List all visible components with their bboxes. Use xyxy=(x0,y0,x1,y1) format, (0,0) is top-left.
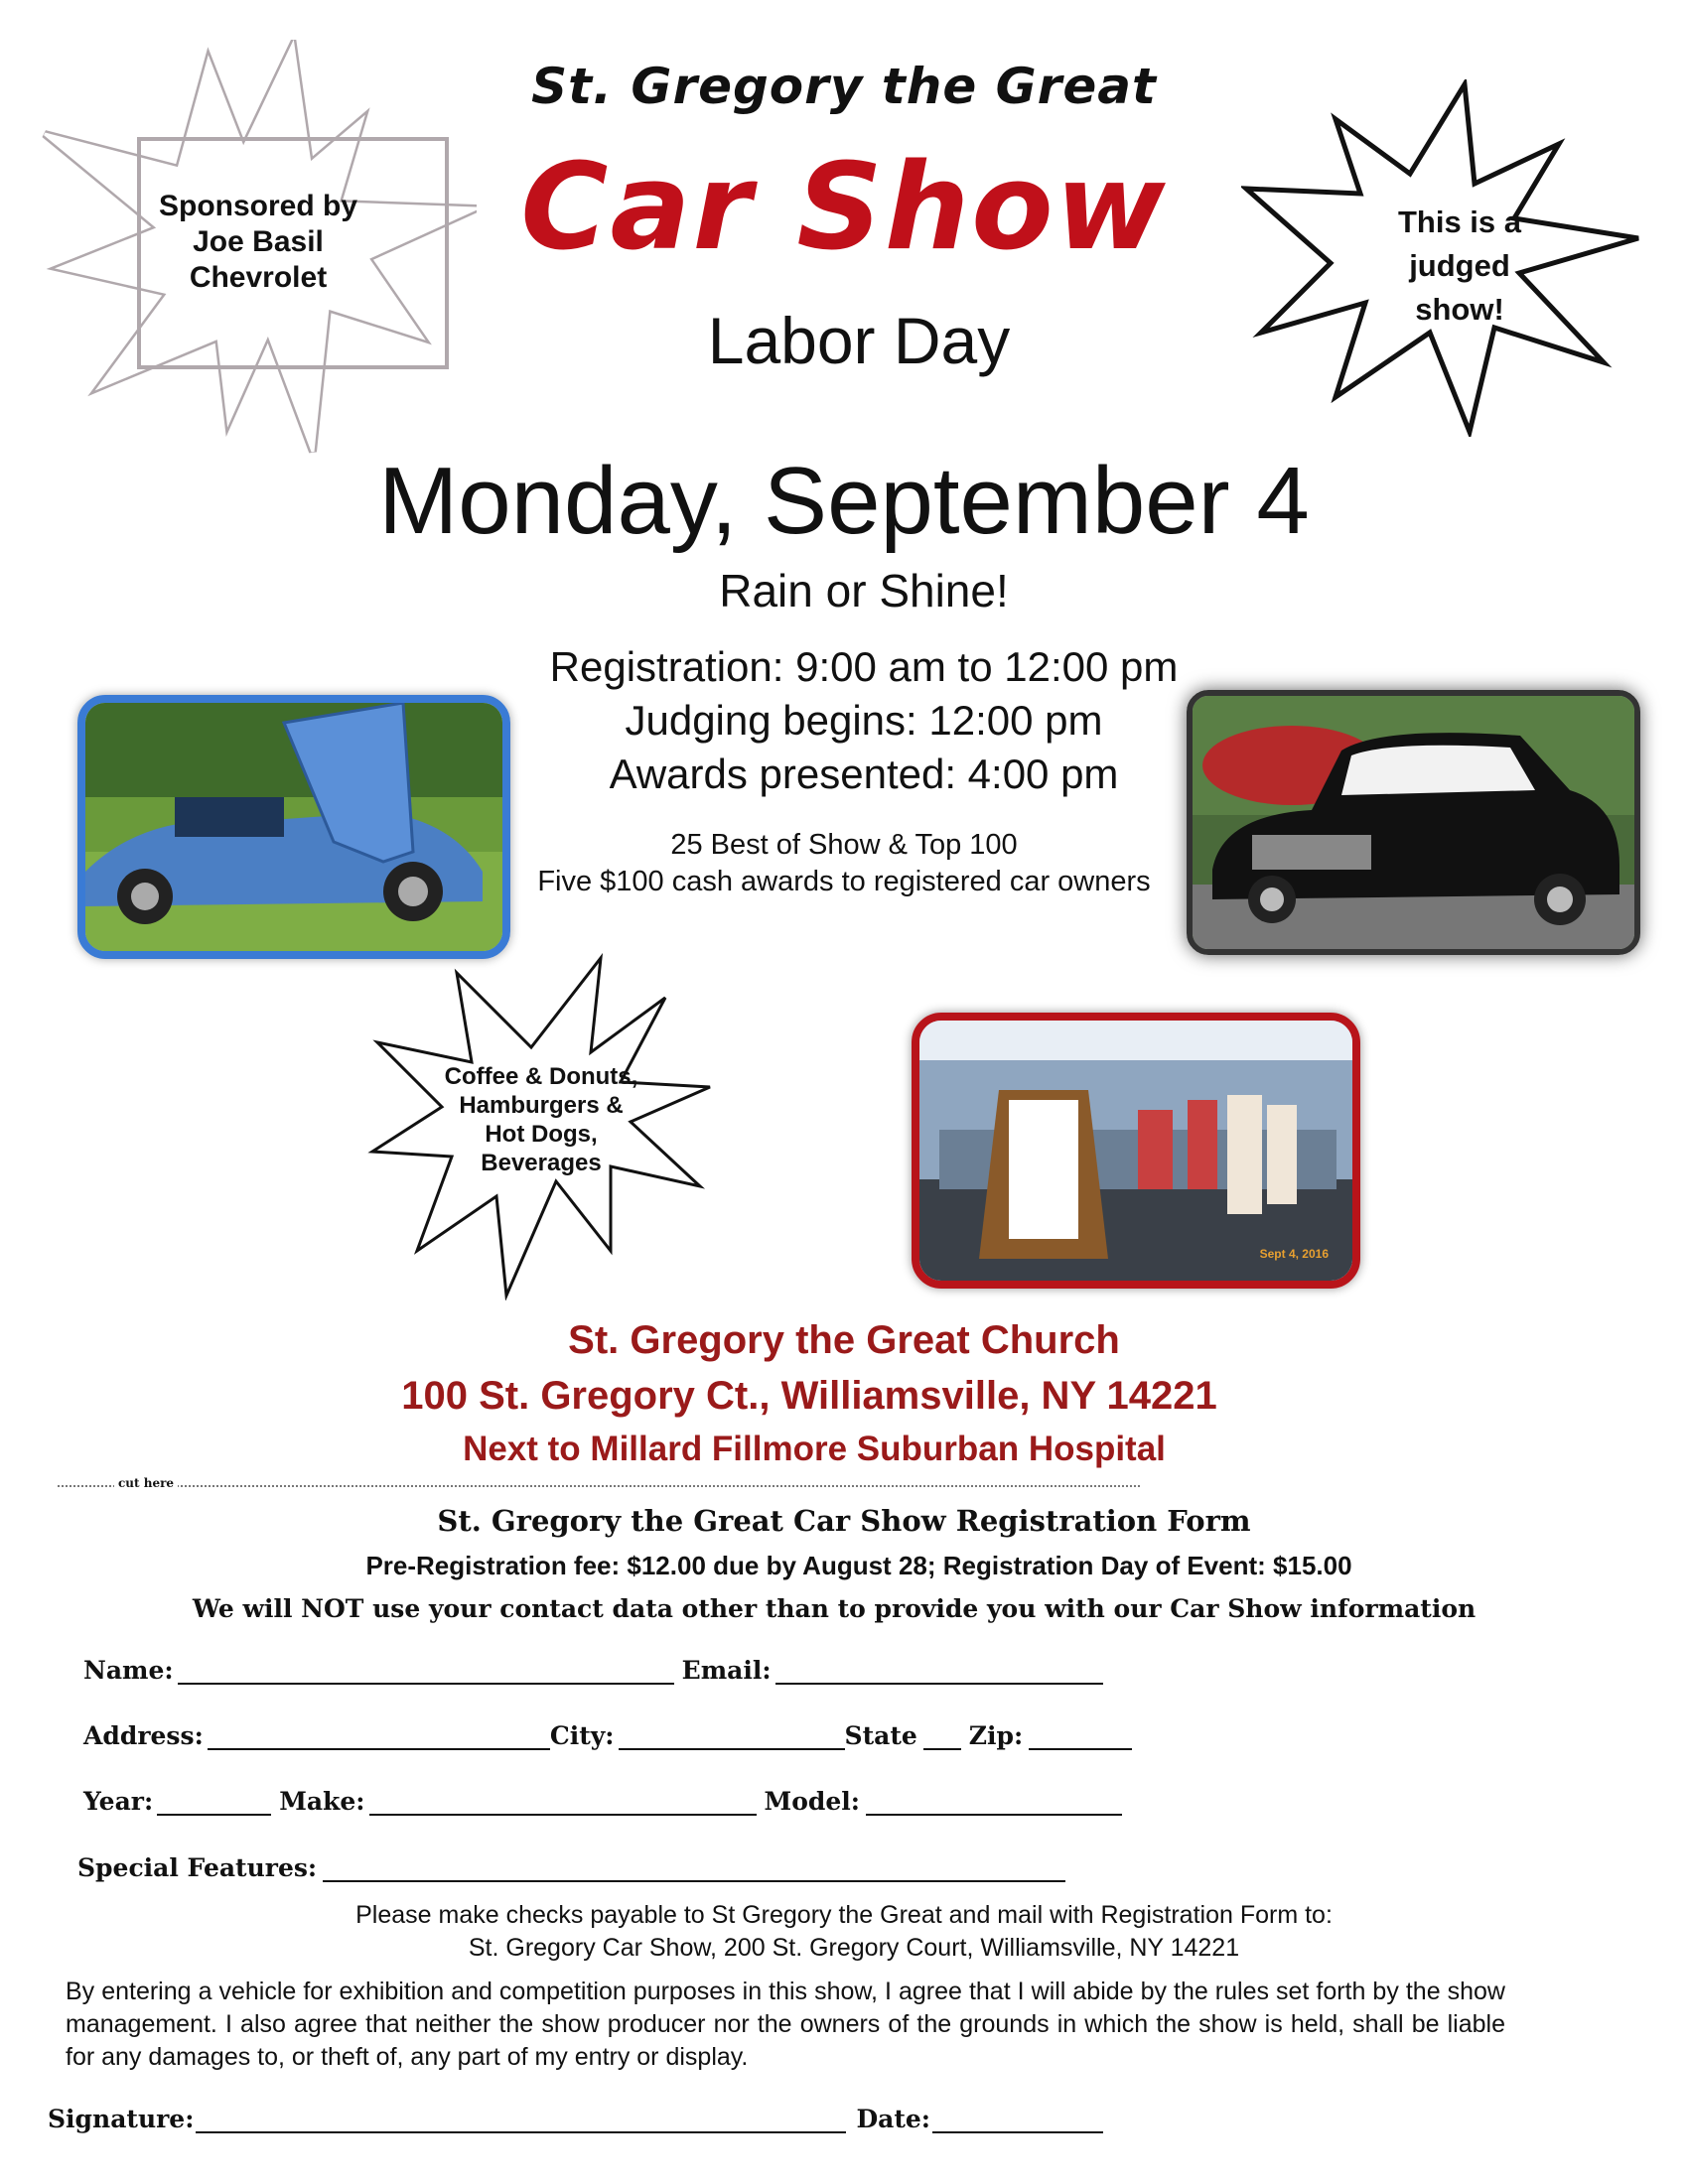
special-features-field[interactable] xyxy=(323,1858,1065,1882)
schedule-judging: Judging begins: 12:00 pm xyxy=(625,697,1103,744)
mail-instructions: Please make checks payable to St Gregory the Great and mail with Registration Form to: xyxy=(355,1901,1333,1929)
city-label: City: xyxy=(549,1721,615,1750)
date-label: Date: xyxy=(856,2105,930,2133)
church-address: 100 St. Gregory Ct., Williamsville, NY 14221 xyxy=(401,1374,1217,1418)
city-field[interactable] xyxy=(619,1726,845,1750)
name-label: Name: xyxy=(83,1656,174,1685)
judged-line-1: This is a xyxy=(1397,205,1522,239)
form-row-address xyxy=(83,1721,1132,1750)
state-field[interactable] xyxy=(923,1726,961,1750)
awards-line-2: Five $100 cash awards to registered car owners xyxy=(537,866,1151,897)
form-row-vehicle xyxy=(83,1787,1122,1816)
zip-field[interactable] xyxy=(1029,1726,1132,1750)
form-row-name xyxy=(83,1656,1103,1685)
email-field[interactable] xyxy=(775,1661,1103,1685)
food-burst xyxy=(367,953,715,1300)
food-line-3: Hot Dogs, xyxy=(485,1121,598,1148)
cut-label: cut here xyxy=(114,1476,178,1490)
main-title: Car Show xyxy=(520,139,1168,277)
weather-note: Rain or Shine! xyxy=(719,565,1009,616)
sponsor-line-2: Joe Basil xyxy=(193,225,324,258)
email-label: Email: xyxy=(681,1656,772,1685)
address-field[interactable] xyxy=(208,1726,550,1750)
fee-info: Pre-Registration fee: $12.00 due by August 28; Registration Day of Event: $15.00 xyxy=(365,1551,1352,1580)
judged-burst xyxy=(1241,79,1648,437)
model-field[interactable] xyxy=(866,1792,1122,1816)
awards-line-1: 25 Best of Show & Top 100 xyxy=(670,829,1018,861)
state-label: State xyxy=(844,1721,917,1750)
photo-black-classic xyxy=(1187,690,1640,955)
schedule-awards: Awards presented: 4:00 pm xyxy=(609,751,1119,797)
judged-line-3: show! xyxy=(1415,292,1504,327)
signature-field[interactable] xyxy=(196,2110,846,2133)
schedule-registration: Registration: 9:00 am to 12:00 pm xyxy=(549,643,1179,690)
privacy-note: We will NOT use your contact data other than to provide you with our Car Show information xyxy=(192,1594,1477,1623)
terms-text: By entering a vehicle for exhibition and competition purposes in this show, I agree that I will abide by the rules set forth by the show management. I also agree that neither the show producer nor the owners of the grounds in which the show is held, shall be liable for any damages to, or theft of, any part of my entry or display. xyxy=(66,1978,1505,2071)
mail-address: St. Gregory Car Show, 200 St. Gregory Court, Williamsville, NY 14221 xyxy=(468,1934,1240,1962)
name-field[interactable] xyxy=(178,1661,674,1685)
cut-line xyxy=(58,1485,1140,1487)
event-date: Monday, September 4 xyxy=(378,448,1310,554)
form-row-signature xyxy=(48,2105,1103,2133)
model-label: Model: xyxy=(764,1787,860,1816)
sponsor-burst xyxy=(40,40,477,457)
sponsor-line-1: Sponsored by xyxy=(158,190,358,222)
photo-blue-convertible xyxy=(77,695,510,959)
form-row-special xyxy=(77,1853,1065,1882)
form-title: St. Gregory the Great Car Show Registration Form xyxy=(437,1504,1251,1538)
special-features-label: Special Features: xyxy=(77,1853,318,1882)
church-name: St. Gregory the Great Church xyxy=(568,1318,1120,1362)
food-line-1: Coffee & Donuts, xyxy=(444,1063,638,1090)
photo-food-tent xyxy=(912,1013,1360,1289)
zip-label: Zip: xyxy=(968,1721,1024,1750)
food-line-2: Hamburgers & xyxy=(459,1092,624,1119)
photo-caption: Sept 4, 2016 xyxy=(1259,1247,1329,1261)
address-label: Address: xyxy=(83,1721,204,1750)
make-field[interactable] xyxy=(369,1792,757,1816)
church-landmark: Next to Millard Fillmore Suburban Hospital xyxy=(463,1430,1166,1468)
make-label: Make: xyxy=(279,1787,365,1816)
pre-title: St. Gregory the Great xyxy=(531,58,1157,115)
year-field[interactable] xyxy=(157,1792,271,1816)
food-line-4: Beverages xyxy=(481,1150,602,1176)
judged-line-2: judged xyxy=(1409,248,1510,283)
year-label: Year: xyxy=(83,1787,154,1816)
sponsor-line-3: Chevrolet xyxy=(189,261,328,294)
date-field[interactable] xyxy=(932,2110,1103,2133)
signature-label: Signature: xyxy=(48,2105,195,2133)
occasion: Labor Day xyxy=(707,304,1011,377)
